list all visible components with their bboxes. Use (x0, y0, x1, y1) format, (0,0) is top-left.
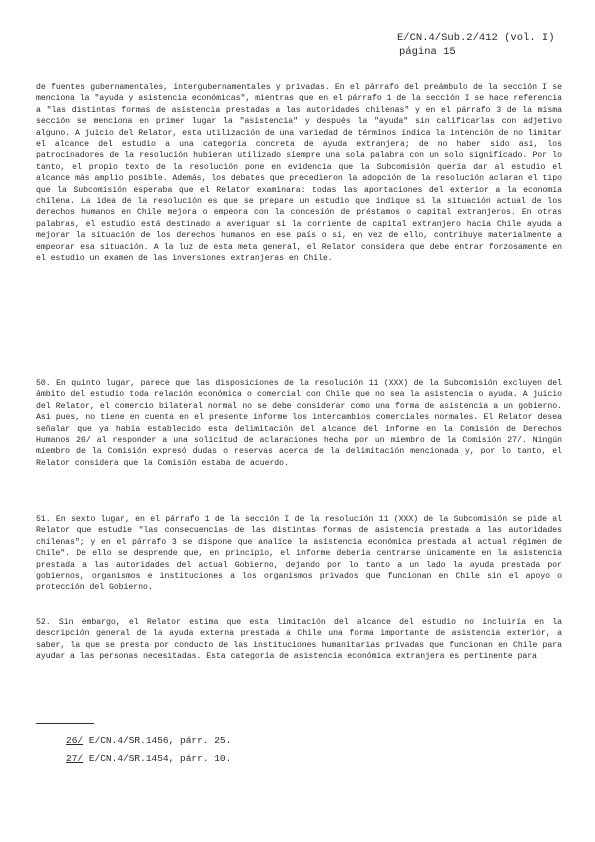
footnote-divider (36, 723, 94, 724)
footnote-number: 27/ (66, 753, 84, 764)
paragraph-text: 52. Sin embargo, el Relator estima que esta limitación del alcance del estudio no incluiría en la descripción general de la ayuda externa prestada a Chile una forma importante de asistencia exterior, a saber, la que se presta por conducto de las instituciones humanitarias privadas que funcionan en Chile para ayudar a las personas necesitadas. Esta categoría de asistencia económica extranjera es pertinente para (36, 618, 562, 662)
page-header (397, 31, 555, 59)
paragraph-continued (36, 82, 562, 265)
paragraph-52 (36, 617, 562, 663)
footnote-text: E/CN.4/SR.1456, párr. 25. (88, 735, 232, 746)
paragraph-text: 50. En quinto lugar, parece que las disposiciones de la resolución 11 (XXX) de la Subcomisión excluyen del ámbito del estudio toda relación económica o comercial con Chile que no sea la asistencia o ayuda. A juicio del Relator, el comercio bilateral normal no se debe considerar como una forma de asistencia a un gobierno. Así pues, no tiene en cuenta en el presente informe los intercambios comerciales normales. El Relator desea señalar que ya había establecido esta delimitación del alcance del informe en la Comisión de Derechos Humanos 26/ al responder a una solicitud de aclaraciones hecha por un miembro de la Comisión 27/. Ningún miembro de la Comisión expresó dudas o reservas acerca de la delimitación mencionada y, por lo tanto, el Relator considera que la Comisión estaba de acuerdo. (36, 379, 562, 468)
footnote-number: 26/ (66, 735, 84, 746)
page-number: página 15 (399, 46, 456, 58)
footnote-text: E/CN.4/SR.1454, párr. 10. (88, 753, 232, 764)
paragraph-50 (36, 378, 562, 469)
document-symbol: E/CN.4/Sub.2/412 (vol. I) (397, 32, 555, 44)
paragraph-51 (36, 514, 562, 594)
paragraph-text: de fuentes gubernamentales, intergubernamentales y privadas. En el párrafo del preámbulo de la sección I se menciona la "ayuda y asistencia económicas", mientras que en el párrafo 1 de la sección I se hace referencia a "las distintas formas de asistencia prestadas a las autoridades chilenas" y en el párrafo 3 de la misma sección se menciona en primer lugar la "asistencia" y después la "ayuda" sin calificarlas con adjetivo alguno. A juicio del Relator, esta utilización de una variedad de términos indica la intención de no limitar el alcance del estudio a una categoría concreta de ayuda extranjera; de no haber sido así, los patrocinadores de la resolución hubieran utilizado siempre una sola palabra con un solo significado. Por lo tanto, el propio texto de la resolución pone en evidencia que la Subcomisión quería dar al estudio el alcance más amplio posible. Además, los debates que precedieron la adopción de la resolución aclaran el tipo que la Subcomisión esperaba que el Relator examinara: todas las aportaciones del exterior a la economía chilena. La idea de la resolución es que se prepare un estudio que indique si la situación actual de los derechos humanos en Chile mejora o empeora con la concesión de préstamos o capital extranjeros. En otras palabras, el estudio está destinado a averiguar si la corriente de capital extranjero hacia Chile ayuda a mejorar la situación de los derechos humanos en ese país o si, en vez de ello, contribuye materialmente a empeorar esa situación. A la luz de esta meta general, el Relator considera que debe entrar forzosamente en el estudio un examen de las inversiones extranjeras en Chile. (36, 83, 562, 264)
paragraph-text: 51. En sexto lugar, en el párrafo 1 de la sección I de la resolución 11 (XXX) de la Subcomisión se pide al Relator que estudie "las consecuencias de las distintas formas de asistencia prestada a las autoridades chilenas"; y en el párrafo 3 se dispone que analice la asistencia económica prestada al actual régimen de Chile". De ello se desprende que, en principio, el informe debería centrarse únicamente en la asistencia prestada a las autoridades del actual Gobierno, dejando por lo tanto a un lado la ayuda prestada por gobiernos, organismos e instituciones a los organismos privados que funcionan en Chile sin el apoyo o protección del Gobierno. (36, 515, 562, 593)
footnote-27 (66, 753, 231, 765)
footnote-26 (66, 735, 231, 747)
